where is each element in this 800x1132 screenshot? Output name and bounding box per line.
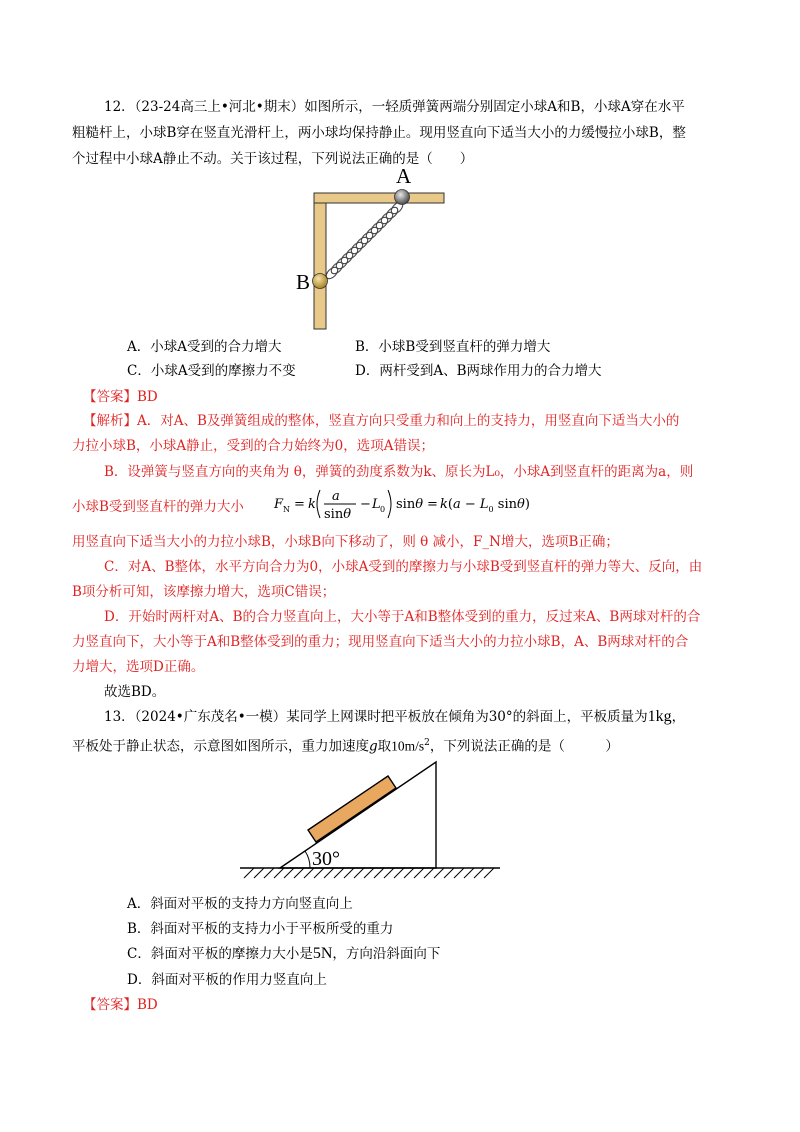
q13-stem-text1: 13．（2024•广东茂名•一模）某同学上网课时把平板放在倾角为30°的斜面上，平板质量为 — [104, 709, 648, 725]
q12-formula — [272, 482, 532, 526]
q13-option-a: A．斜面对平板的支持力方向竖直向上 — [127, 896, 353, 912]
q12-analysis-l6: C．对A、B整体，水平方向合力为0，小球A受到的摩擦力与小球B受到竖直杆的弹力等大、反向，由 — [104, 559, 703, 575]
q13-option-c-text: C．斜面对平板的摩擦力大小是 — [127, 946, 313, 962]
q12-option-d: D．两杆受到A、B两球作用力的合力增大 — [355, 363, 602, 379]
spring — [324, 200, 405, 281]
fig-label-a: A — [396, 164, 412, 188]
q12-analysis-l10: 力增大，选项D正确。 — [72, 659, 205, 675]
q13-stem-text2c: ，下列说法正确的是（ ） — [429, 738, 619, 755]
q13-mass: 1kg — [647, 708, 672, 725]
svg-text:k: k — [308, 497, 316, 512]
q12-option-b: B．小球B受到竖直杆的弹力增大 — [355, 339, 551, 355]
q13-gsup: 2 — [424, 738, 430, 748]
q12-analysis-l7: B项分析可知，该摩擦力增大，选项C错误； — [72, 584, 336, 600]
q13-figure — [238, 756, 504, 886]
svg-text:=: = — [427, 497, 438, 512]
fig-label-b: B — [296, 270, 311, 294]
q12-stem-line2: 粗糙杆上，小球B穿在竖直光滑杆上，两小球均保持静止。现用竖直向下适当大小的力缓慢拉小球B，整 — [72, 125, 686, 141]
svg-text:−: − — [360, 497, 371, 512]
svg-text:0: 0 — [380, 505, 386, 514]
q12-analysis-l9: 力竖直向下，大小等于A和B整体受到的重力；现用竖直向下适当大小的力拉小球B，A、B两球对杆的合 — [72, 634, 689, 650]
q12-answer: 【答案】BD — [83, 389, 158, 405]
q13-option-d: D．斜面对平板的作用力竖直向上 — [127, 972, 327, 988]
svg-text:L: L — [372, 497, 381, 512]
svg-text:F: F — [274, 497, 284, 512]
q13-option-c-value: 5N — [312, 945, 333, 962]
svg-text:sinθ: sinθ — [396, 497, 424, 512]
q13-stem-text2b: 取 — [377, 738, 392, 755]
svg-text:=: = — [294, 497, 305, 512]
q13-option-c — [127, 944, 440, 964]
q13-gval: 10m/s — [391, 738, 425, 754]
q12-option-c: C．小球A受到的摩擦力不变 — [127, 363, 296, 379]
q12-analysis-l1: 【解析】A．对A、B及弹簧组成的整体，竖直方向只受重力和向上的支持力，用竖直向下适当大小的 — [83, 413, 680, 429]
q13-stem-line1 — [104, 707, 685, 727]
svg-text:a: a — [332, 489, 340, 504]
svg-text:k(a − L0 sinθ): $k(a - L_0$ sinθ) — [440, 497, 530, 514]
svg-text:N: N — [283, 505, 290, 514]
q13-stem-line2 — [72, 733, 619, 757]
q12-stem-line1: 12．（23-24高三上•河北•期末）如图所示，一轻质弹簧两端分别固定小球A和B，小球A穿在水平 — [104, 99, 685, 115]
q12-analysis-l4: 小球B受到竖直杆的弹力大小 — [72, 499, 244, 515]
q13-option-c-text2: ，方向沿斜面向下 — [332, 946, 441, 962]
q12-option-a: A．小球A受到的合力增大 — [127, 339, 282, 355]
q12-analysis-l5: 用竖直向下适当大小的力拉小球B，小球B向下移动了，则 θ 减小，F_N增大，选项B正确； — [72, 534, 619, 550]
q12-analysis-l3: B．设弹簧与竖直方向的夹角为 θ，弹簧的劲度系数为k、原长为L₀，小球A到竖直杆的距离为a，则 — [104, 464, 694, 480]
ball-b — [313, 274, 328, 289]
q12-figure — [290, 165, 460, 335]
q12-analysis-l2: 力拉小球B，小球A静止，受到的合力始终为0，选项A错误； — [72, 438, 435, 454]
q13-answer: 【答案】BD — [83, 997, 158, 1013]
q12-analysis-l11: 故选BD。 — [104, 684, 166, 700]
q13-g: g — [369, 738, 378, 755]
svg-text:sinθ: sinθ — [324, 507, 352, 522]
q12-analysis-l8: D．开始时两杆对A、B的合力竖直向上，大小等于A和B整体受到的重力，反过来A、B两球对杆的合 — [104, 609, 701, 625]
q12-stem-line3: 个过程中小球A静止不动。关于该过程，下列说法正确的是（ ） — [72, 151, 474, 167]
q13-option-b: B．斜面对平板的支持力小于平板所受的重力 — [127, 921, 394, 937]
angle-label: 30° — [312, 848, 340, 870]
ball-a — [395, 190, 410, 205]
q13-stem-text1b: ， — [671, 709, 686, 725]
q13-stem-text2: 平板处于静止状态，示意图如图所示，重力加速度 — [72, 738, 369, 755]
